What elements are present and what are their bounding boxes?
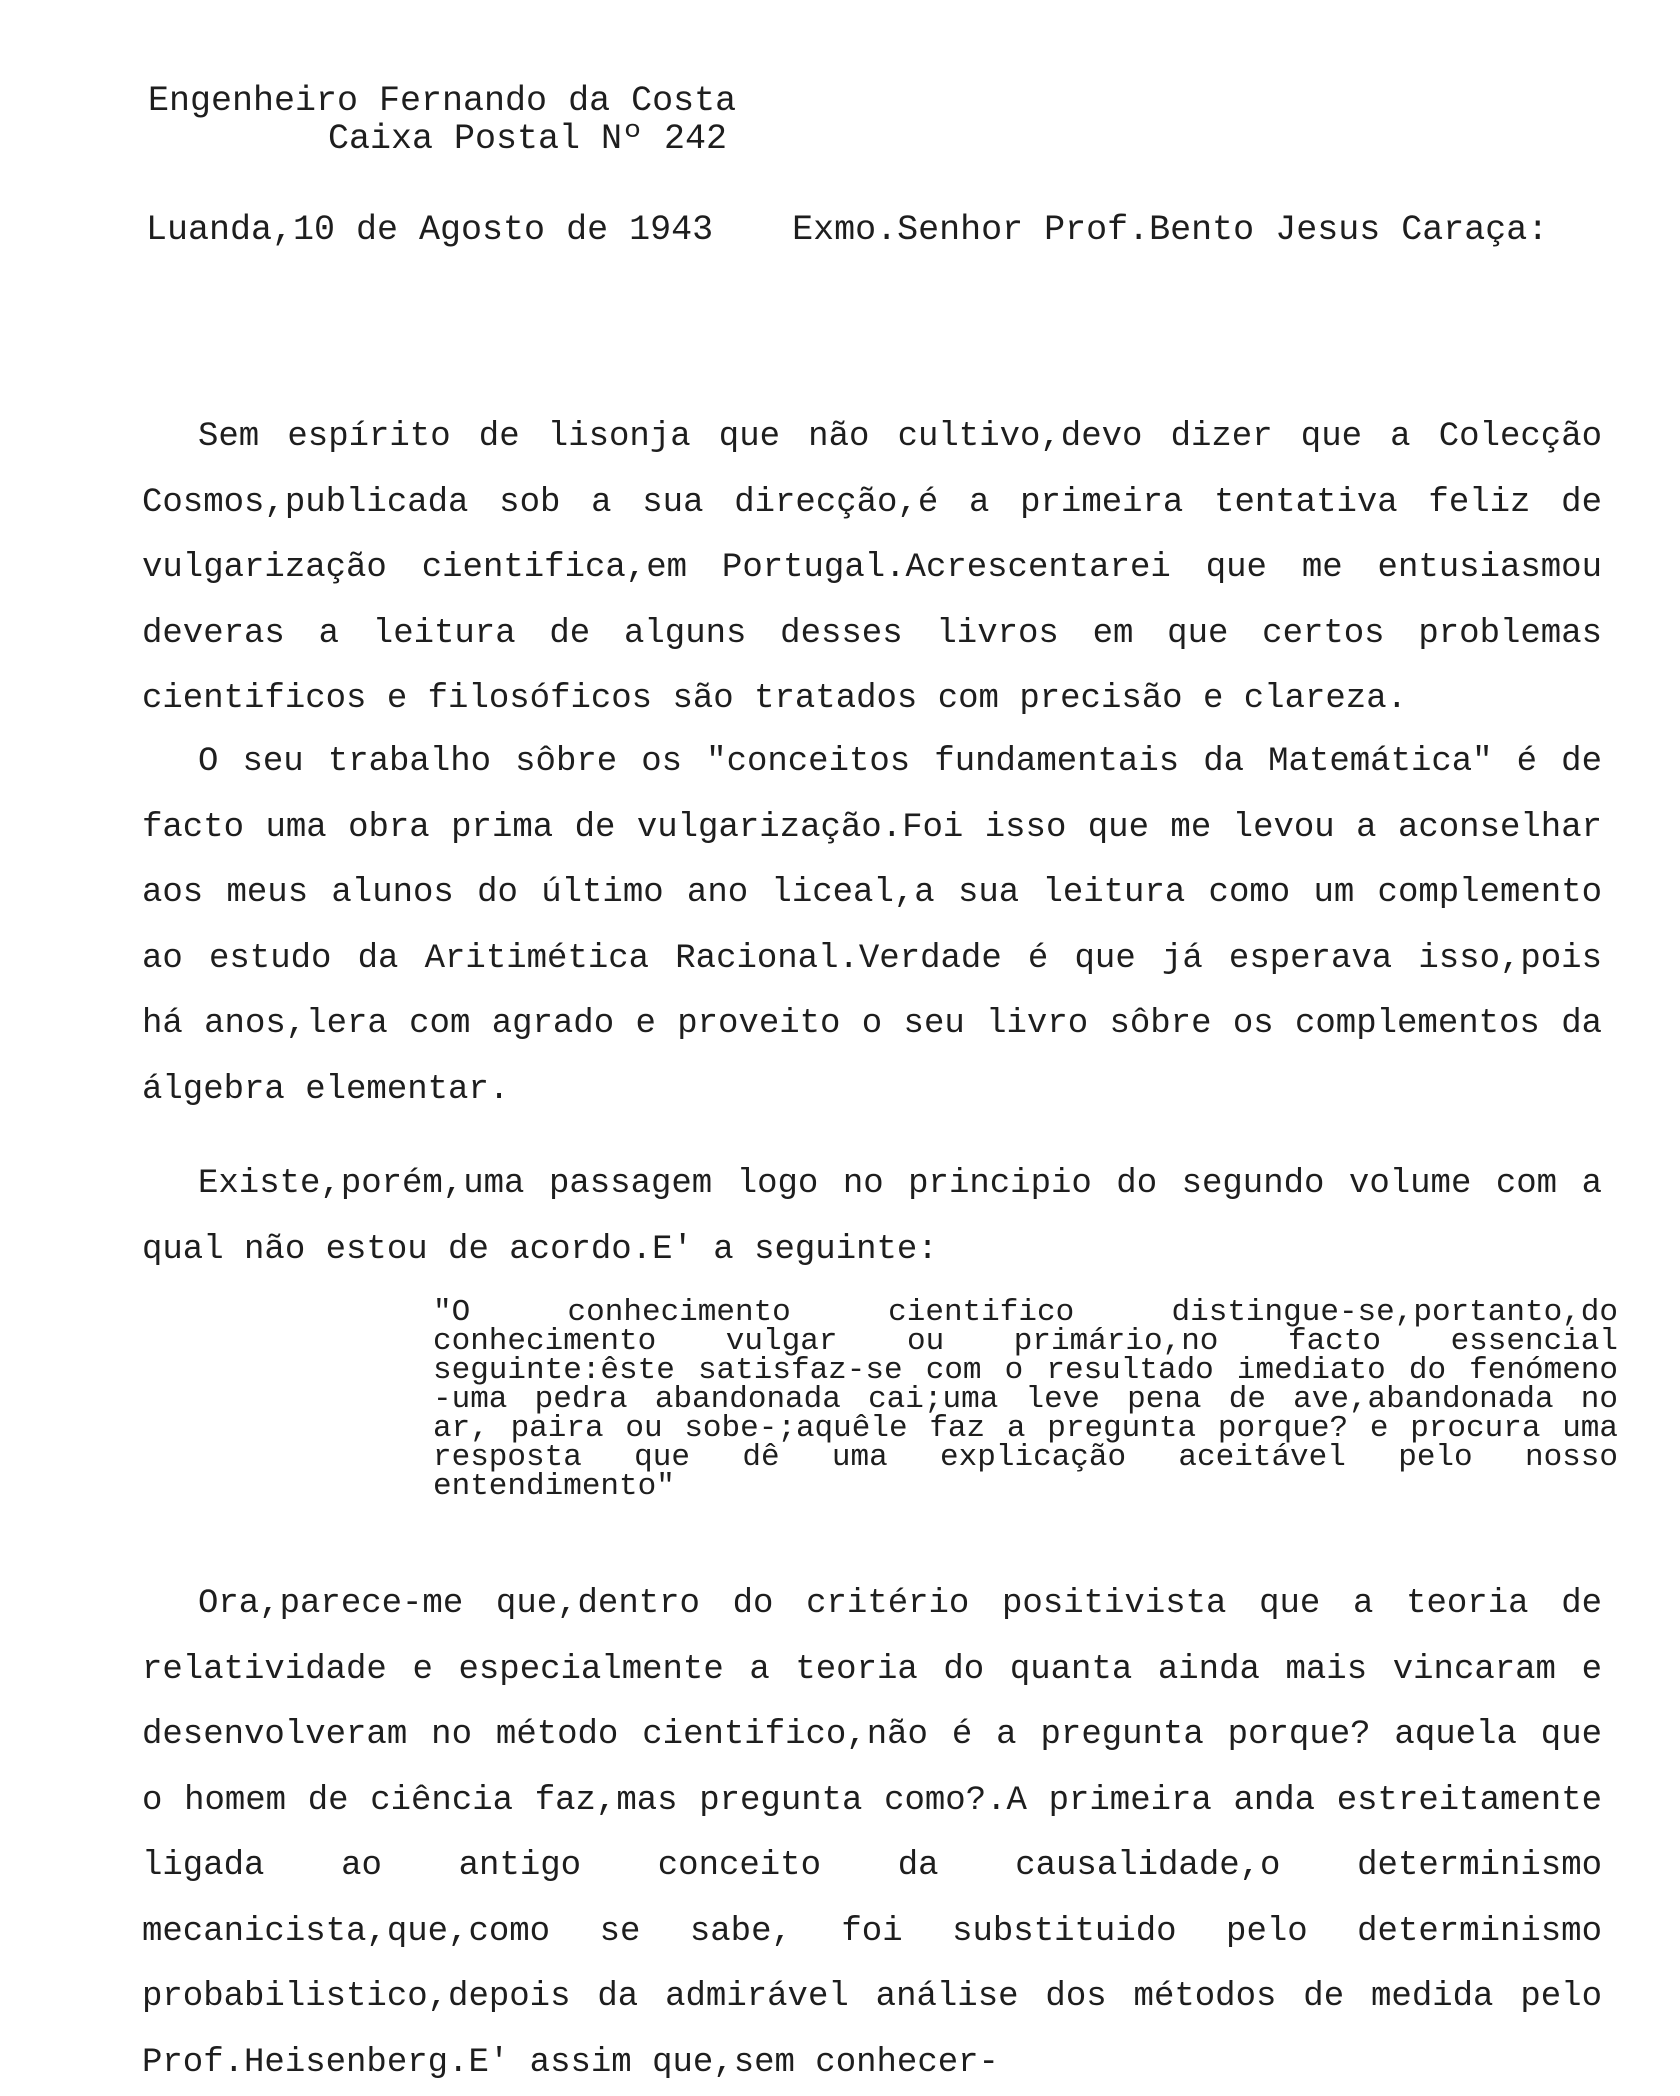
paragraph-2 bbox=[142, 730, 1602, 1123]
block-quote: "O conhecimento cientifico distingue-se,portanto,do conhecimento vulgar ou primário,no facto essencial seguinte:êste satisfaz-se com o resultado imediato do fenómeno -uma pedra abandonada cai;uma leve pena de ave,abandonada no ar, paira ou sobe-;aquêle faz a pregunta porque? e procura uma resposta que dê uma explicação aceitável pelo nosso entendimento" bbox=[433, 1295, 1618, 1504]
salutation: Exmo.Senhor Prof.Bento Jesus Caraça: bbox=[792, 210, 1549, 250]
paragraph-4 bbox=[142, 1572, 1602, 2096]
paragraph-3 bbox=[142, 1152, 1602, 1283]
sender-block bbox=[148, 82, 736, 158]
paragraph-text: Sem espírito de lisonja que não cultivo,devo dizer que a Colecção Cosmos,publicada sob a sua direcção,é a primeira tentativa feliz de vulgarização cientifica,em Portugal.Acrescentarei que me entusiasmou deveras a leitura de alguns desses livros em que certos problemas cientificos e filosóficos são tratados com precisão e clareza. bbox=[142, 418, 1602, 718]
sender-address: Caixa Postal Nº 242 bbox=[328, 119, 728, 159]
paragraph-text: O seu trabalho sôbre os "conceitos fundamentais da Matemática" é de facto uma obra prima de vulgarização.Foi isso que me levou a aconselhar aos meus alunos do último ano liceal,a sua leitura como um complemento ao estudo da Aritimética Racional.Verdade é que já esperava isso,pois há anos,lera com agrado e proveito o seu livro sôbre os complementos da álgebra elementar. bbox=[142, 743, 1602, 1109]
paragraph-text: Existe,porém,uma passagem logo no principio do segundo volume com a qual não estou de acordo.E' a seguinte: bbox=[142, 1165, 1602, 1269]
paragraph-1 bbox=[142, 405, 1602, 733]
paragraph-text: Ora,parece-me que,dentro do critério positivista que a teoria de relatividade e especialmente a teoria do quanta ainda mais vincaram e desenvolveram no método cientifico,não é a pregunta porque? aquela que o homem de ciência faz,mas pregunta como?.A primeira anda estreitamente ligada ao antigo conceito da causalidade,o determinismo mecanicista,que,como se sabe, foi substituido pelo determinismo probabilistico,depois da admirável análise dos métodos de medida pelo Prof.Heisenberg.E' assim que,sem conhecer- bbox=[142, 1585, 1602, 2082]
place-date: Luanda,10 de Agosto de 1943 bbox=[146, 210, 714, 250]
sender-name: Engenheiro Fernando da Costa bbox=[148, 81, 737, 121]
date-line bbox=[146, 210, 1548, 250]
